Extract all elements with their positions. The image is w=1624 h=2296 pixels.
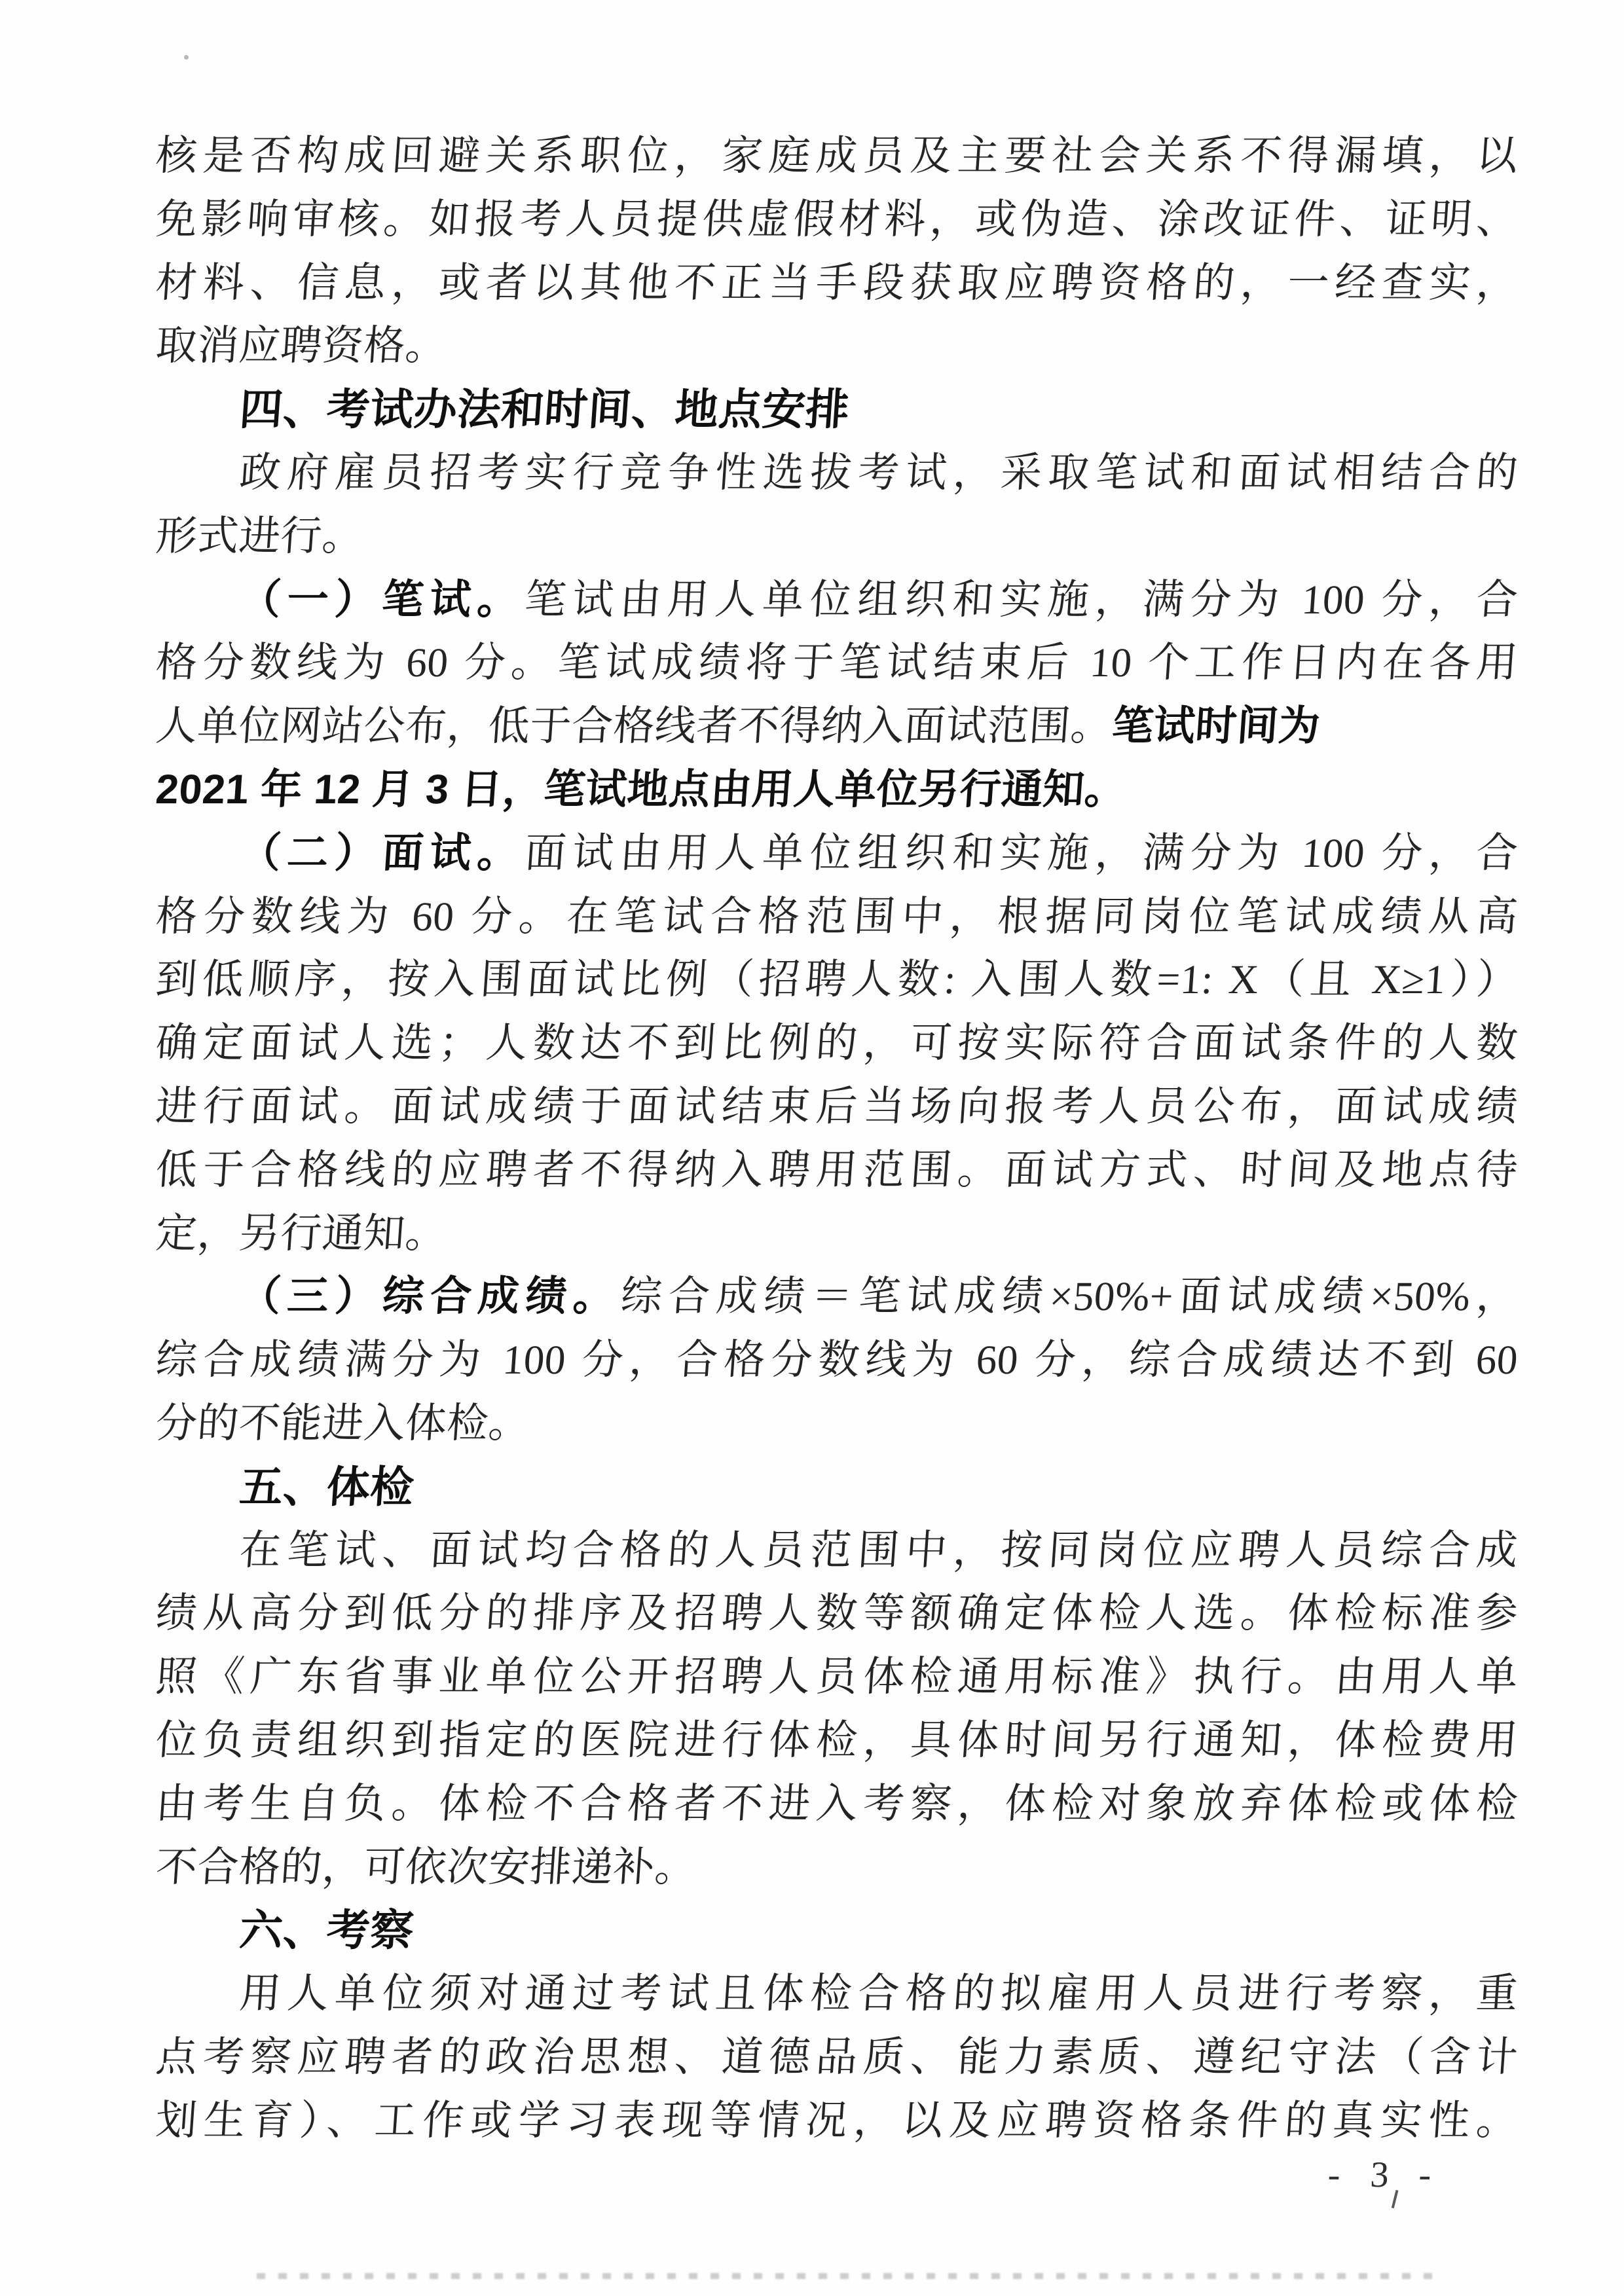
text-segment: 综合成绩满分为 100 分，合格分数线为 60 分，综合成绩达不到 60 xyxy=(154,1337,1520,1383)
text-line xyxy=(154,2026,1521,2089)
text-segment-bold: 笔试时间为 xyxy=(1111,703,1322,750)
text-segment: 免影响审核。如报考人员提供虚假材料，或伪造、涂改证件、证明、 xyxy=(154,196,1520,242)
text-segment: 政府雇员招考实行竞争性选拔考试，采取笔试和面试相结合的 xyxy=(238,449,1520,496)
document-body xyxy=(156,124,1518,2153)
text-line xyxy=(154,124,1521,188)
text-segment-bold: （三）综合成绩。 xyxy=(238,1273,623,1320)
text-segment-bold: 2021 年 12 月 3 日，笔试地点由用人单位另行通知。 xyxy=(154,766,1128,812)
text-segment: 笔试由用人单位组织和实施，满分为 100 分，合 xyxy=(523,576,1520,623)
text-line xyxy=(154,1392,1521,1455)
text-segment: 点考察应聘者的政治思想、道德品质、能力素质、遵纪守法（含计 xyxy=(154,2033,1520,2080)
text-segment: 不合格的，可依次安排递补。 xyxy=(154,1844,698,1890)
text-line xyxy=(154,251,1521,315)
text-segment: 低于合格线的应聘者不得纳入聘用范围。面试方式、时间及地点待 xyxy=(154,1146,1520,1193)
page-number: - 3 - xyxy=(1327,2155,1443,2195)
text-segment-bold: （二）面试。 xyxy=(238,829,526,876)
text-segment-bold: 四、考试办法和时间、地点安排 xyxy=(238,385,851,434)
text-line xyxy=(154,758,1521,822)
text-line xyxy=(154,188,1521,251)
text-line xyxy=(154,505,1521,568)
text-line xyxy=(154,1645,1521,1709)
text-segment: 格分数线为 60 分。在笔试合格范围中，根据同岗位笔试成绩从高 xyxy=(154,893,1520,939)
text-line xyxy=(154,441,1521,505)
text-line xyxy=(154,885,1521,949)
text-line xyxy=(154,568,1521,632)
text-line xyxy=(154,1519,1521,1582)
text-segment: 综合成绩＝笔试成绩×50%+面试成绩×50%， xyxy=(619,1273,1520,1320)
text-segment: 位负责组织到指定的医院进行体检，具体时间另行通知，体检费用 xyxy=(154,1717,1520,1763)
text-line xyxy=(154,378,1521,441)
text-segment-bold: （一）笔试。 xyxy=(238,576,526,623)
text-line xyxy=(154,1139,1521,1202)
text-segment: 人单位网站公布，低于合格线者不得纳入面试范围。 xyxy=(154,703,1114,750)
text-line xyxy=(154,1962,1521,2026)
text-line xyxy=(154,2089,1521,2153)
text-line xyxy=(154,1265,1521,1328)
text-line xyxy=(154,695,1521,758)
text-line xyxy=(154,1772,1521,1836)
text-line xyxy=(154,1328,1521,1392)
text-segment-bold: 五、体检 xyxy=(238,1462,416,1511)
scan-bleed-through-line xyxy=(257,2273,1442,2279)
text-segment: 形式进行。 xyxy=(154,513,365,559)
text-segment: 绩从高分到低分的排序及招聘人数等额确定体检人选。体检标准参 xyxy=(154,1590,1520,1637)
text-segment: 划生育）、工作或学习表现等情况，以及应聘资格条件的真实性。 xyxy=(154,2097,1520,2143)
text-segment: 确定面试人选；人数达不到比例的，可按实际符合面试条件的人数 xyxy=(154,1020,1520,1066)
text-segment: 核是否构成回避关系职位，家庭成员及主要社会关系不得漏填，以 xyxy=(154,133,1520,179)
text-segment: 分的不能进入体检。 xyxy=(154,1400,532,1446)
text-line xyxy=(154,1582,1521,1645)
text-segment: 定，另行通知。 xyxy=(154,1210,449,1256)
text-segment: 材料、信息，或者以其他不正当手段获取应聘资格的，一经查实， xyxy=(154,259,1520,306)
text-line xyxy=(154,1202,1521,1266)
text-segment: 照《广东省事业单位公开招聘人员体检通用标准》执行。由用人单 xyxy=(154,1654,1520,1700)
text-segment: 进行面试。面试成绩于面试结束后当场向报考人员公布，面试成绩 xyxy=(154,1083,1520,1129)
scan-speck xyxy=(184,55,189,60)
text-segment: 在笔试、面试均合格的人员范围中，按同岗位应聘人员综合成 xyxy=(238,1527,1520,1573)
text-line xyxy=(154,822,1521,885)
text-line xyxy=(154,1836,1521,1899)
text-segment: 用人单位须对通过考试且体检合格的拟雇用人员进行考察，重 xyxy=(238,1971,1520,2017)
text-line xyxy=(154,631,1521,695)
text-segment: 到低顺序，按入围面试比例（招聘人数: 入围人数=1: X（且 X≥1）） xyxy=(154,957,1520,1003)
text-line xyxy=(154,1455,1521,1519)
text-line xyxy=(154,314,1521,378)
text-segment: 面试由用人单位组织和实施，满分为 100 分，合 xyxy=(523,829,1520,876)
text-line xyxy=(154,1011,1521,1075)
text-line xyxy=(154,1709,1521,1772)
text-line xyxy=(154,1075,1521,1139)
text-segment: 取消应聘资格。 xyxy=(154,323,449,369)
text-line xyxy=(154,948,1521,1011)
text-segment-bold: 六、考察 xyxy=(238,1906,416,1955)
text-segment: 由考生自负。体检不合格者不进入考察，体检对象放弃体检或体检 xyxy=(154,1780,1520,1827)
text-segment: 格分数线为 60 分。笔试成绩将于笔试结束后 10 个工作日内在各用 xyxy=(154,640,1520,686)
text-line xyxy=(154,1899,1521,1962)
